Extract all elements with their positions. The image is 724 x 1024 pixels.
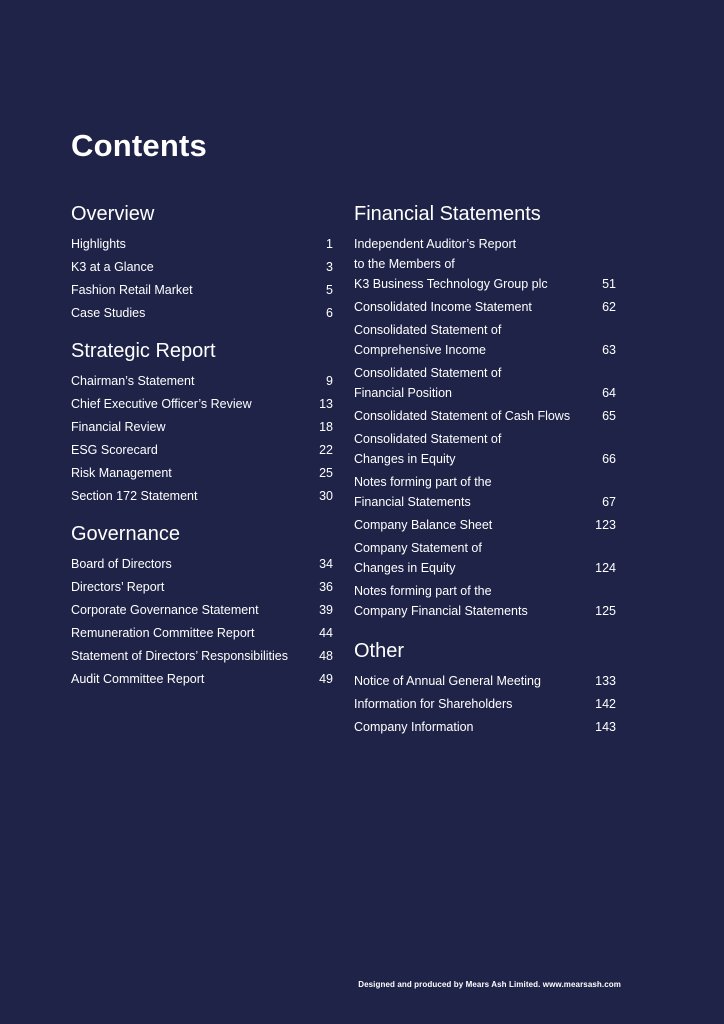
entry-page-number: 1: [326, 237, 333, 251]
section-list-financial-statements: [354, 234, 616, 621]
contents-entry[interactable]: [71, 234, 333, 254]
section-heading-financial-statements: Financial Statements: [354, 203, 541, 225]
entry-page-number: 64: [602, 386, 616, 400]
entry-page-number: 18: [319, 420, 333, 434]
contents-entry[interactable]: [354, 717, 616, 737]
entry-page-number: 63: [602, 343, 616, 357]
entry-page-number: 66: [602, 452, 616, 466]
entry-page-number: 124: [595, 561, 616, 575]
contents-entry[interactable]: [71, 669, 333, 689]
contents-entry[interactable]: [71, 303, 333, 323]
entry-page-number: 48: [319, 649, 333, 663]
entry-page-number: 6: [326, 306, 333, 320]
entry-title: Chief Executive Officer’s Review: [71, 397, 252, 411]
entry-page-number: 22: [319, 443, 333, 457]
entry-title: Remuneration Committee Report: [71, 626, 255, 640]
contents-entry[interactable]: [354, 472, 616, 512]
contents-entry[interactable]: [354, 538, 616, 578]
footer-credit: Designed and produced by Mears Ash Limited. www.mearsash.com: [358, 980, 621, 989]
contents-entry[interactable]: [71, 257, 333, 277]
contents-entry[interactable]: [71, 280, 333, 300]
entry-title: Consolidated Statement of Financial Position: [354, 366, 502, 400]
entry-page-number: 5: [326, 283, 333, 297]
entry-title: Information for Shareholders: [354, 697, 513, 711]
contents-entry[interactable]: [354, 406, 616, 426]
contents-entry[interactable]: [71, 646, 333, 666]
entry-title: Fashion Retail Market: [71, 283, 193, 297]
contents-entry[interactable]: [354, 429, 616, 469]
contents-entry[interactable]: [71, 554, 333, 574]
entry-title: Corporate Governance Statement: [71, 603, 259, 617]
entry-title: Company Balance Sheet: [354, 518, 493, 532]
contents-entry[interactable]: [71, 486, 333, 506]
contents-entry[interactable]: [354, 234, 616, 294]
entry-title: Independent Auditor’s Report to the Members of K3 Business Technology Group plc: [354, 237, 548, 291]
section-list-governance: [71, 554, 333, 689]
contents-entry[interactable]: [354, 297, 616, 317]
entry-title: Consolidated Income Statement: [354, 300, 532, 314]
entry-page-number: 125: [595, 604, 616, 618]
entry-title: Company Statement of Changes in Equity: [354, 541, 482, 575]
contents-entry[interactable]: [71, 463, 333, 483]
entry-page-number: 30: [319, 489, 333, 503]
entry-page-number: 34: [319, 557, 333, 571]
entry-title: Statement of Directors’ Responsibilities: [71, 649, 288, 663]
entry-title: Notes forming part of the Financial Statements: [354, 475, 492, 509]
entry-title: Highlights: [71, 237, 126, 251]
entry-title: Case Studies: [71, 306, 146, 320]
entry-page-number: 9: [326, 374, 333, 388]
contents-entry[interactable]: [71, 417, 333, 437]
entry-page-number: 39: [319, 603, 333, 617]
entry-title: ESG Scorecard: [71, 443, 158, 457]
contents-entry[interactable]: [354, 320, 616, 360]
contents-entry[interactable]: [354, 515, 616, 535]
entry-title: Consolidated Statement of Cash Flows: [354, 409, 571, 423]
entry-page-number: 51: [602, 277, 616, 291]
contents-entry[interactable]: [71, 394, 333, 414]
entry-title: Board of Directors: [71, 557, 172, 571]
entry-page-number: 44: [319, 626, 333, 640]
entry-page-number: 133: [595, 674, 616, 688]
entry-title: Consolidated Statement of Comprehensive Income: [354, 323, 502, 357]
section-heading-overview: Overview: [71, 203, 155, 225]
contents-entry[interactable]: [71, 577, 333, 597]
section-list-overview: [71, 234, 333, 323]
entry-title: K3 at a Glance: [71, 260, 154, 274]
section-heading-other: Other: [354, 640, 405, 662]
contents-right-column: [354, 200, 616, 740]
entry-title: Directors’ Report: [71, 580, 165, 594]
entry-page-number: 143: [595, 720, 616, 734]
entry-page-number: 3: [326, 260, 333, 274]
entry-title: Consolidated Statement of Changes in Equity: [354, 432, 502, 466]
entry-page-number: 123: [595, 518, 616, 532]
contents-left-column: [71, 200, 333, 692]
page-title: Contents: [71, 128, 207, 163]
entry-page-number: 67: [602, 495, 616, 509]
contents-entry[interactable]: [71, 371, 333, 391]
entry-page-number: 25: [319, 466, 333, 480]
contents-entry[interactable]: [71, 600, 333, 620]
entry-title: Financial Review: [71, 420, 166, 434]
entry-title: Notice of Annual General Meeting: [354, 674, 541, 688]
entry-page-number: 62: [602, 300, 616, 314]
entry-title: Notes forming part of the Company Financial Statements: [354, 584, 528, 618]
entry-page-number: 13: [319, 397, 333, 411]
entry-page-number: 49: [319, 672, 333, 686]
contents-entry[interactable]: [71, 440, 333, 460]
section-list-strategic-report: [71, 371, 333, 506]
contents-entry[interactable]: [354, 363, 616, 403]
contents-entry[interactable]: [354, 671, 616, 691]
contents-entry[interactable]: [71, 623, 333, 643]
entry-page-number: 65: [602, 409, 616, 423]
entry-title: Company Information: [354, 720, 474, 734]
section-heading-strategic-report: Strategic Report: [71, 340, 216, 362]
contents-entry[interactable]: [354, 694, 616, 714]
section-list-other: [354, 671, 616, 737]
entry-page-number: 142: [595, 697, 616, 711]
entry-title: Risk Management: [71, 466, 172, 480]
entry-page-number: 36: [319, 580, 333, 594]
entry-title: Audit Committee Report: [71, 672, 205, 686]
entry-title: Chairman’s Statement: [71, 374, 195, 388]
entry-title: Section 172 Statement: [71, 489, 198, 503]
contents-entry[interactable]: [354, 581, 616, 621]
section-heading-governance: Governance: [71, 523, 180, 545]
